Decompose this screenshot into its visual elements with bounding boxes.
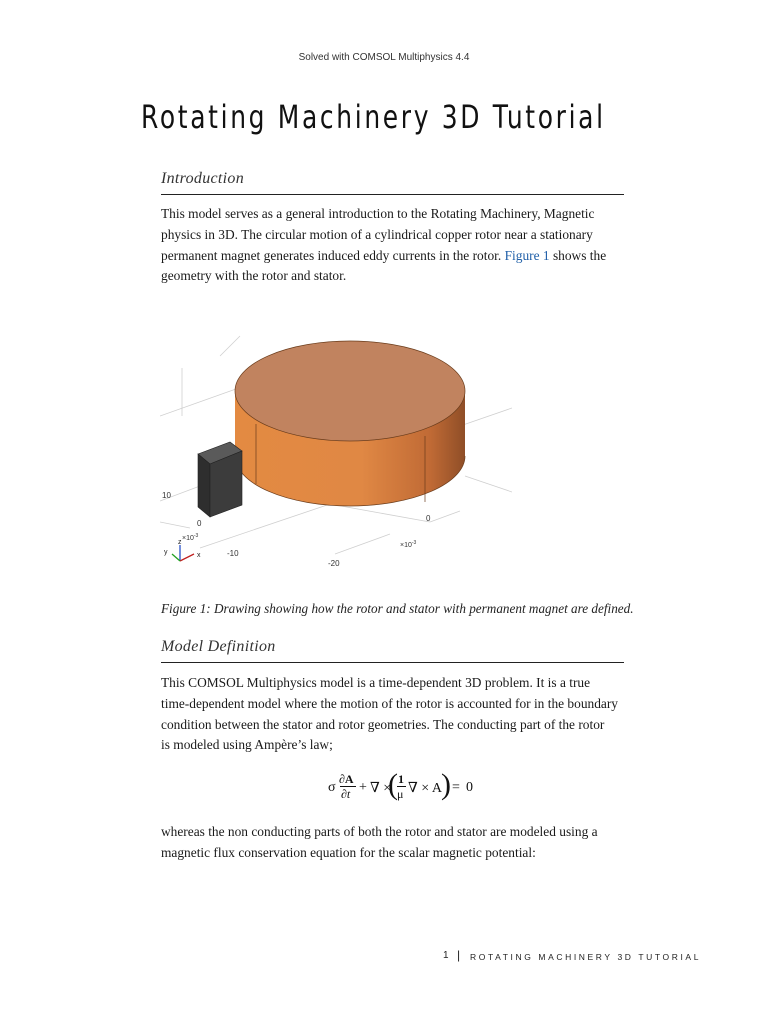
amperes-law-equation bbox=[328, 770, 488, 808]
eq-partial-t: ∂t bbox=[341, 787, 351, 801]
intro-line-3 bbox=[161, 246, 631, 267]
intro-line-2: physics in 3D. The circular motion of a cylindrical copper rotor near a stationary bbox=[161, 226, 593, 242]
tick-label-xm20: -20 bbox=[328, 559, 340, 568]
axis-y-label: y bbox=[164, 549, 168, 556]
model-def-after-line-2: magnetic flux conservation equation for the scalar magnetic potential: bbox=[161, 844, 536, 860]
tick-label-xm10: -10 bbox=[227, 549, 239, 558]
eq-right-paren: ) bbox=[441, 768, 451, 801]
rotor-stator-drawing bbox=[160, 296, 512, 586]
intro-line-3-after: shows the bbox=[549, 247, 607, 263]
scale-label-x: $\times 10^{-3}$ bbox=[400, 540, 417, 549]
eq-partial-a: ∂A bbox=[339, 772, 354, 786]
eq-one: 1 bbox=[398, 772, 404, 786]
eq-equals: = bbox=[452, 780, 460, 795]
footer-running-title: ROTATING MACHINERY 3D TUTORIAL bbox=[470, 952, 702, 962]
eq-plus: + bbox=[359, 780, 367, 795]
model-def-line-4: is modeled using Ampère’s law; bbox=[161, 737, 333, 753]
scale-label-z: $\times 10^{-3}$ bbox=[182, 533, 199, 542]
axis-x-label: x bbox=[197, 552, 201, 559]
model-def-after-line-1: whereas the non conducting parts of both the rotor and stator are modeled using a bbox=[161, 824, 598, 839]
model-def-line-3: condition between the stator and rotor geometries. The conducting part of the rotor bbox=[161, 716, 605, 732]
figure-caption: Figure 1: Drawing showing how the rotor and stator with permanent magnet are defined. bbox=[161, 601, 634, 616]
axis-triad bbox=[164, 539, 201, 561]
model-def-line-2: time-dependent model where the motion of the rotor is accounted for in the boundary bbox=[161, 695, 619, 711]
introduction-paragraph bbox=[161, 204, 631, 287]
axis-z-label: z bbox=[178, 539, 182, 546]
footer-separator: | bbox=[457, 948, 461, 962]
eq-mu: μ bbox=[397, 787, 404, 801]
model-definition-paragraph-2 bbox=[161, 822, 631, 864]
model-definition-heading: Model Definition bbox=[161, 638, 624, 663]
tick-label-z0: 0 bbox=[197, 519, 202, 528]
intro-line-3-text: permanent magnet generates induced eddy currents in the rotor. bbox=[161, 247, 505, 263]
rotor-stator-figure bbox=[160, 296, 512, 586]
eq-zero: 0 bbox=[466, 780, 473, 795]
model-definition-paragraph bbox=[161, 673, 631, 756]
document-title: Rotating Machinery 3D Tutorial bbox=[141, 98, 606, 136]
eq-nabla-cross-a: ∇ × A bbox=[408, 781, 443, 796]
intro-line-1: This model serves as a general introduction to the Rotating Machinery, Magnetic bbox=[161, 206, 595, 221]
tick-label-x0: 0 bbox=[426, 514, 431, 523]
intro-line-4: geometry with the rotor and stator. bbox=[161, 268, 347, 284]
permanent-magnet bbox=[198, 442, 242, 517]
tick-label-y10: 10 bbox=[162, 491, 171, 500]
eq-sigma: σ bbox=[328, 780, 336, 795]
rotor-top bbox=[235, 341, 465, 441]
figure-1-link[interactable]: Figure 1 bbox=[504, 247, 550, 263]
introduction-heading: Introduction bbox=[161, 170, 624, 195]
page-number: 1 bbox=[443, 950, 449, 961]
eq-nabla-cross: ∇ × bbox=[370, 781, 392, 796]
header-note: Solved with COMSOL Multiphysics 4.4 bbox=[298, 52, 470, 63]
eq-left-paren: ( bbox=[388, 768, 398, 801]
model-def-line-1: This COMSOL Multiphysics model is a time-dependent 3D problem. It is a true bbox=[161, 675, 591, 690]
